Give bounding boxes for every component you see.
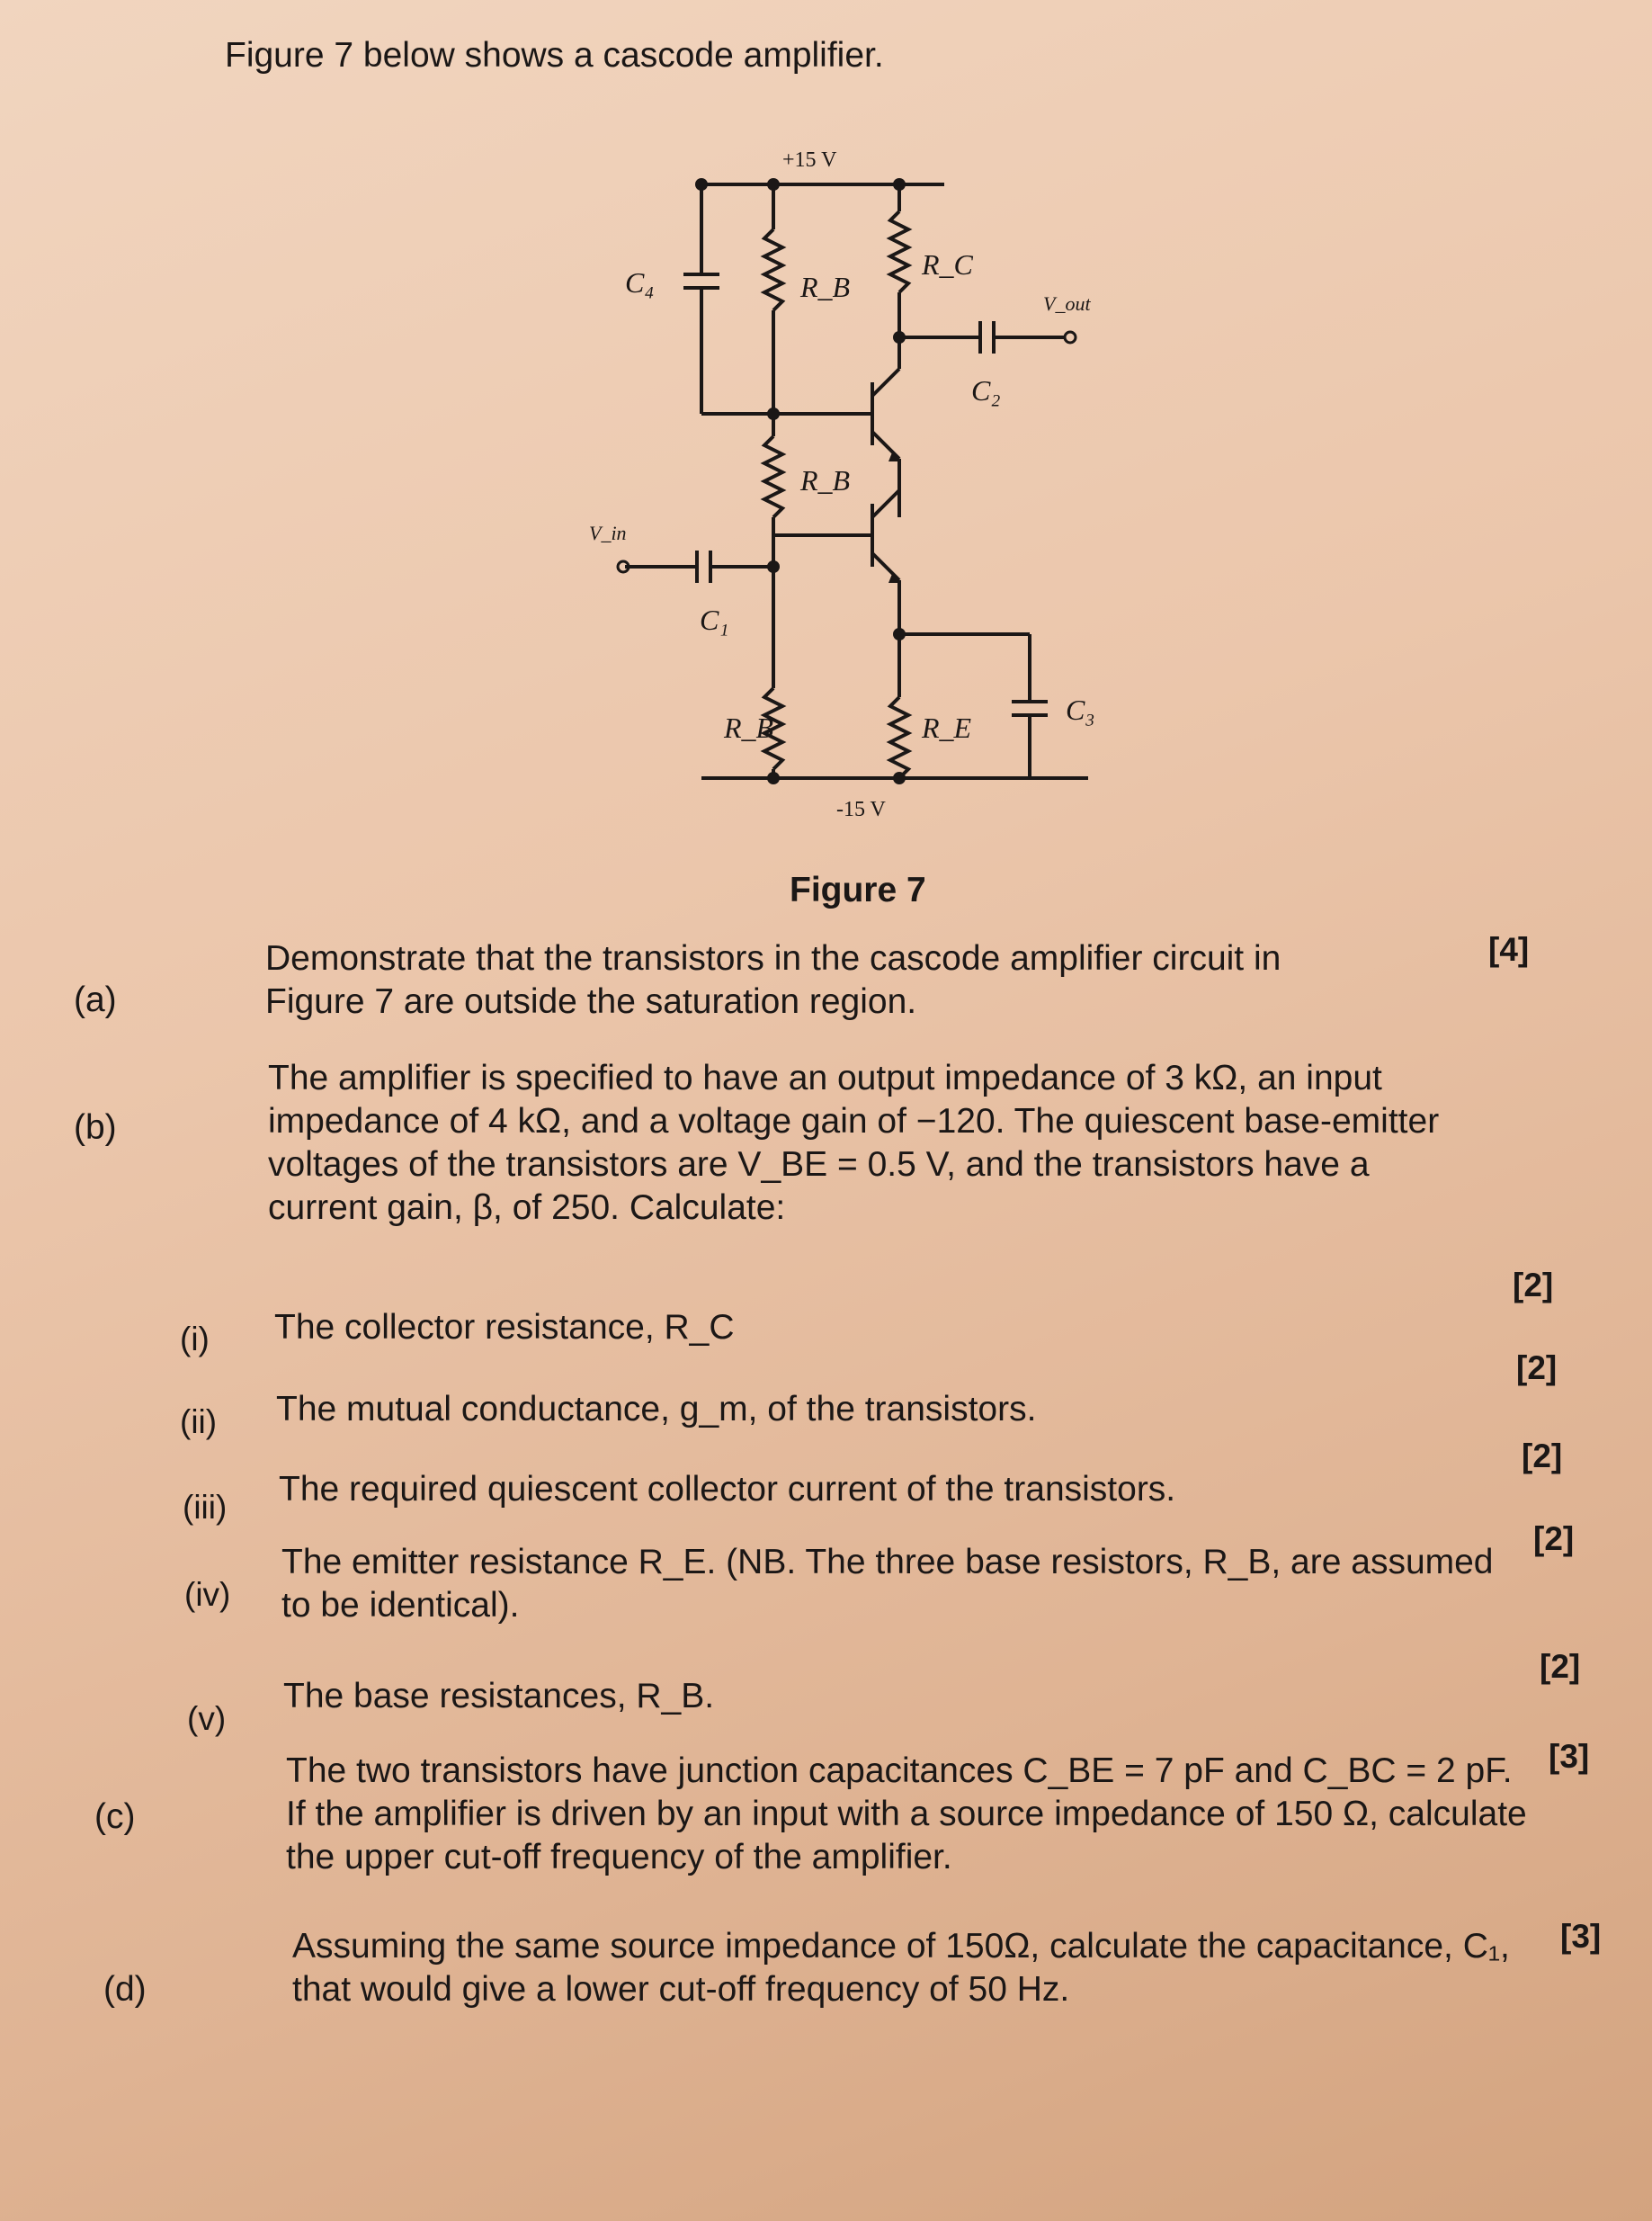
subquestion-ii-marks: [2]: [1516, 1349, 1558, 1386]
rb-top-resistor: [764, 229, 782, 310]
figure-caption: Figure 7: [790, 871, 926, 909]
vout-label: V_out: [1043, 292, 1091, 315]
vin-label: V_in: [589, 522, 627, 544]
rb-bot-label: R_B: [724, 712, 774, 744]
question-b-label: (b): [74, 1108, 117, 1147]
question-d-marks: [3]: [1560, 1918, 1602, 1955]
question-c-label: (c): [94, 1797, 136, 1836]
subquestion-iv-text: The emitter resistance R_E. (NB. The three base resistors, R_B, are assumed to be identical).: [281, 1543, 1494, 1625]
rb-mid-resistor: [764, 436, 782, 517]
subquestion-iv-marks: [2]: [1533, 1520, 1575, 1557]
question-c-text: The two transistors have junction capacitances C_BE = 7 pF and C_BC = 2 pF. If the amplifier is driven by an input with a source impedance of 150 Ω, calculate the upper cut-off frequency of the amplifier.: [286, 1751, 1527, 1876]
subquestion-iv-label: (iv): [184, 1576, 231, 1613]
subquestion-iii-marks: [2]: [1522, 1437, 1563, 1474]
question-c-marks: [3]: [1549, 1738, 1590, 1775]
subquestion-v-marks: [2]: [1540, 1648, 1581, 1685]
re-resistor: [890, 697, 908, 778]
subquestion-i-marks: [2]: [1513, 1267, 1554, 1303]
question-d-label: (d): [103, 1970, 147, 2009]
question-d-text: Assuming the same source impedance of 150Ω, calculate the capacitance, C₁, that would give a lower cut-off frequency of 50 Hz.: [292, 1927, 1510, 2009]
c1-label: C₁: [700, 604, 729, 636]
question-b-text: The amplifier is specified to have an output impedance of 3 kΩ, an input impedance of 4 kΩ, and a voltage gain of −120. The quiescent base-emitter voltages of the transistors are V_BE = 0.5 V, and the transistors have a current gain, β, of 250. Calculate:: [268, 1059, 1440, 1227]
c3-label: C₃: [1066, 694, 1095, 726]
question-a-text: Demonstrate that the transistors in the cascode amplifier circuit in Figure 7 are outside the saturation region.: [265, 939, 1281, 1021]
subquestion-i-text: The collector resistance, R_C: [274, 1308, 735, 1347]
c4-label: C₄: [625, 266, 655, 299]
question-a-marks: [4]: [1488, 931, 1530, 968]
question-a-label: (a): [74, 981, 117, 1019]
supply-top-label: +15 V: [782, 148, 837, 172]
rc-label: R_C: [922, 248, 973, 281]
subquestion-ii-text: The mutual conductance, g_m, of the transistors.: [276, 1390, 1037, 1428]
circuit-svg: [540, 130, 1124, 832]
re-label: R_E: [922, 712, 972, 744]
supply-bottom-label: -15 V: [836, 798, 886, 821]
rb-top-label: R_B: [800, 271, 851, 303]
rb-mid-label: R_B: [800, 464, 851, 497]
subquestion-v-text: The base resistances, R_B.: [283, 1677, 715, 1715]
cascode-circuit-diagram: [540, 130, 1124, 832]
c2-label: C₂: [971, 374, 1001, 407]
subquestion-i-label: (i): [180, 1321, 210, 1357]
subquestion-v-label: (v): [187, 1700, 227, 1737]
subquestion-iii-text: The required quiescent collector current of the transistors.: [279, 1470, 1176, 1509]
subquestion-iii-label: (iii): [183, 1489, 228, 1526]
rc-resistor: [890, 211, 908, 292]
intro-text: Figure 7 below shows a cascode amplifier.: [225, 36, 884, 75]
subquestion-ii-label: (ii): [180, 1403, 218, 1440]
